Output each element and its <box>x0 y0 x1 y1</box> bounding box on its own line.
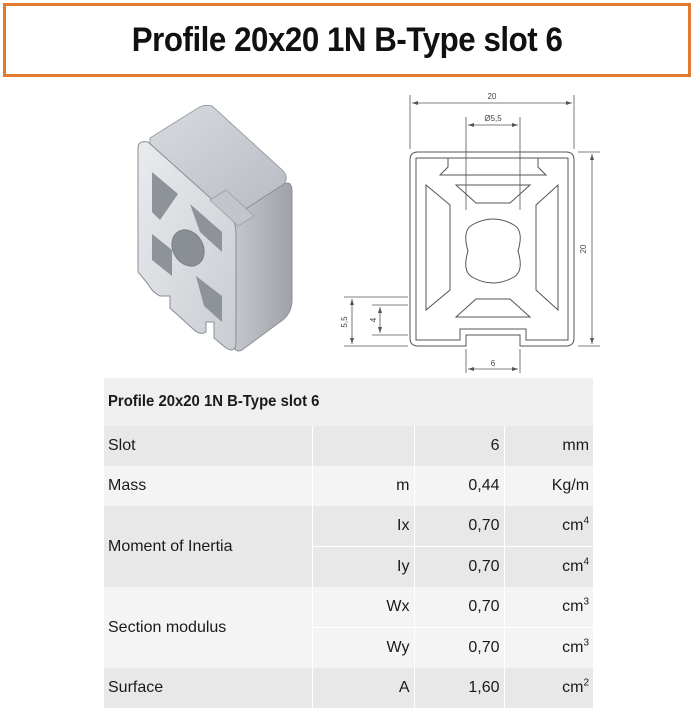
row-symbol: Ix <box>312 506 414 547</box>
row-value: 6 <box>414 426 504 466</box>
profile-3d-render <box>130 100 315 365</box>
row-unit <box>504 668 593 708</box>
profile-cross-section-drawing <box>330 85 610 375</box>
dim-bore-label: Ø5,5 <box>484 114 502 123</box>
table-row-slot <box>104 426 593 466</box>
spec-table <box>104 378 593 708</box>
dim-slot-depth-inner-label: 4 <box>369 317 378 323</box>
left-channel <box>426 185 450 310</box>
unit-exponent: 3 <box>583 637 590 649</box>
row-symbol <box>312 426 414 466</box>
row-symbol: Wx <box>312 587 414 628</box>
dim-slot-depth-outer-label: 5,5 <box>340 316 349 328</box>
unit-text: cm <box>562 679 584 696</box>
row-symbol: Wy <box>312 628 414 669</box>
table-row-inertia-ix <box>104 506 593 547</box>
row-label: Section modulus <box>104 587 312 668</box>
row-label: Surface <box>104 668 312 708</box>
row-value: 0,70 <box>414 628 504 669</box>
row-symbol: A <box>312 668 414 708</box>
table-heading: Profile 20x20 1N B-Type slot 6 <box>108 393 320 410</box>
row-value: 1,60 <box>414 668 504 708</box>
table-heading-row <box>104 378 593 426</box>
dim-height-label: 20 <box>579 244 588 254</box>
row-value: 0,44 <box>414 466 504 506</box>
dim-width-label: 20 <box>487 92 497 101</box>
center-bore <box>466 219 521 283</box>
unit-exponent: 4 <box>583 556 590 568</box>
row-unit <box>504 506 593 547</box>
row-symbol: Iy <box>312 547 414 588</box>
unit-text: cm <box>562 517 584 534</box>
row-unit <box>504 628 593 669</box>
unit-exponent: 3 <box>583 596 590 608</box>
unit-exponent: 4 <box>583 515 590 527</box>
row-value: 0,70 <box>414 547 504 588</box>
row-label: Moment of Inertia <box>104 506 312 587</box>
page-title: Profile 20x20 1N B-Type slot 6 <box>131 20 563 59</box>
unit-text: cm <box>562 598 584 615</box>
table-row-modulus-wx <box>104 587 593 628</box>
row-unit <box>504 547 593 588</box>
row-value: 0,70 <box>414 506 504 547</box>
top-channel <box>456 185 530 203</box>
row-unit: Kg/m <box>504 466 593 506</box>
row-value: 0,70 <box>414 587 504 628</box>
unit-exponent: 2 <box>583 677 590 689</box>
unit-text: cm <box>562 558 584 575</box>
row-label: Mass <box>104 466 312 506</box>
table-row-surface <box>104 668 593 708</box>
right-channel <box>536 185 558 310</box>
row-unit: mm <box>504 426 593 466</box>
dim-slot-width-label: 6 <box>490 359 496 368</box>
top-slot <box>440 158 546 175</box>
title-banner <box>3 3 691 77</box>
table-row-mass <box>104 466 593 506</box>
bottom-channel <box>456 299 530 317</box>
row-symbol: m <box>312 466 414 506</box>
row-label: Slot <box>104 426 312 466</box>
unit-text: cm <box>562 639 584 656</box>
row-unit <box>504 587 593 628</box>
